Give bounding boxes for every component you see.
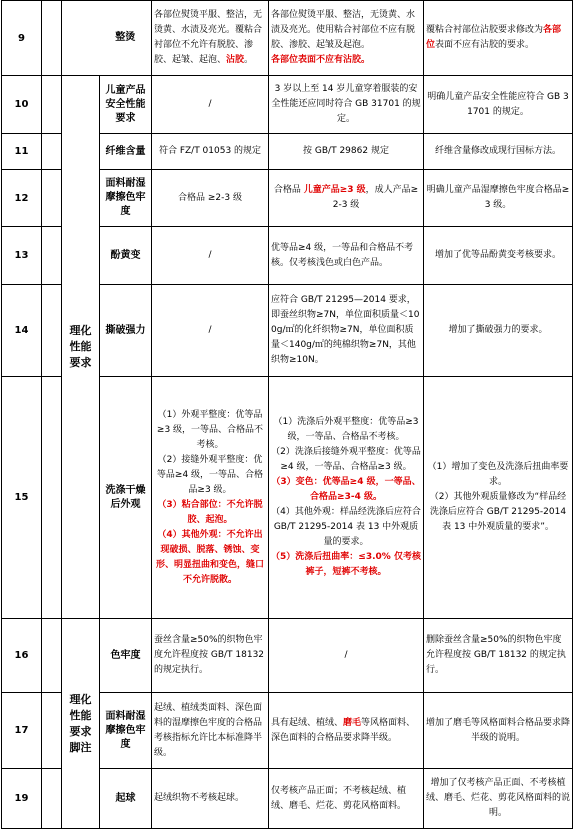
item-name: 酚黄变 bbox=[100, 227, 152, 285]
new-requirement: / bbox=[269, 619, 424, 693]
old-requirement: / bbox=[152, 76, 269, 134]
item-name: 儿童产品安全性能要求 bbox=[100, 76, 152, 134]
item-name: 纤维含量 bbox=[100, 134, 152, 170]
new-requirement: 按 GB/T 29862 规定 bbox=[269, 134, 424, 170]
change-note: 明确儿童产品安全性能应符合 GB 31701 的规定。 bbox=[424, 76, 573, 134]
table-row bbox=[2, 1, 573, 76]
row-number: 19 bbox=[2, 769, 42, 829]
row-number: 9 bbox=[2, 1, 42, 76]
blank-cell bbox=[42, 619, 62, 693]
new-requirement: 各部位熨烫平服、整洁，无烫黄、水渍及亮光。使用粘合衬部位不应有脱胶、渗胶、起皱及起泡。 各部位表面不应有沾胶。 bbox=[269, 1, 424, 76]
old-requirement: / bbox=[152, 227, 269, 285]
change-note: 增加了仅考核产品正面、不考核植绒、磨毛、烂花、剪花风格面料的说明。 bbox=[424, 769, 573, 829]
old-requirement: 合格品 ≥2-3 级 bbox=[152, 170, 269, 227]
new-requirement: 3 岁以上至 14 岁儿童穿着服装的安全性能还应同时符合 GB 31701 的规定。 bbox=[269, 76, 424, 134]
blank-cell bbox=[42, 285, 62, 377]
old-requirement: 符合 FZ/T 01053 的规定 bbox=[152, 134, 269, 170]
new-requirement: （1）洗涤后外观平整度：优等品≥3 级，一等品、合格品不考核。 （2）洗涤后接缝外观平整度：优等品≥4 级，一等品、合格品≥3 级。 （3）变色：优等品≥4 级，一等品、合格品≥3-4 级。 （4）其他外观：样品经洗涤后应符合 GB/T 21295-2014 表 13 中外观质量的要求。 （5）洗涤后扭曲率：≤3.0% 仅考核裤子，短裤不考核。 bbox=[269, 377, 424, 619]
old-requirement: （1）外观平整度：优等品≥3 级，一等品、合格品不考核。 （2）接缝外观平整度：优等品≥4 级，一等品、合格品≥3 级。 （3）粘合部位：不允许脱胶、起泡。 （4）其他外观：不允许出现破损、脱落、锈蚀、变形、明显扭曲和变色，缝口不允许脱散。 bbox=[152, 377, 269, 619]
blank-cell bbox=[42, 693, 62, 769]
item-name: 撕破强力 bbox=[100, 285, 152, 377]
old-requirement: 起绒织物不考核起球。 bbox=[152, 769, 269, 829]
change-note: 明确儿童产品湿摩擦色牢度合格品≥3 级。 bbox=[424, 170, 573, 227]
new-requirement: 应符合 GB/T 21295—2014 要求，即蚕丝织物≥7N，单位面积质量＜100g/㎡的化纤织物≥7N，单位面积质量＜140g/㎡的纯棉织物≥7N，其他织物≥10N。 bbox=[269, 285, 424, 377]
blank-cell bbox=[42, 769, 62, 829]
change-note: 删除蚕丝含量≥50%的织物色牢度允许程度按 GB/T 18132 的规定执行。 bbox=[424, 619, 573, 693]
table-row bbox=[2, 619, 573, 693]
blank-cell bbox=[42, 134, 62, 170]
item-name: 面料耐湿摩擦色牢度 bbox=[100, 693, 152, 769]
item-name: 洗涤干燥后外观 bbox=[100, 377, 152, 619]
change-note: （1）增加了变色及洗涤后扭曲率要求。 （2）其他外观质量修改为“样品经洗涤后应符合 GB/T 21295-2014 表 13 中外观质量的要求”。 bbox=[424, 377, 573, 619]
new-requirement: 仅考核产品正面；不考核起绒、植绒、磨毛、烂花、剪花风格面料。 bbox=[269, 769, 424, 829]
blank-cell bbox=[42, 377, 62, 619]
old-requirement: 蚕丝含量≥50%的织物色牢度允许程度按 GB/T 18132 的规定执行。 bbox=[152, 619, 269, 693]
blank-cell bbox=[42, 170, 62, 227]
row-number: 15 bbox=[2, 377, 42, 619]
row-number: 14 bbox=[2, 285, 42, 377]
table-row bbox=[2, 76, 573, 134]
category-label: 理化性能要求 bbox=[62, 76, 100, 619]
change-note: 增加了磨毛等风格面料合格品要求降半级的说明。 bbox=[424, 693, 573, 769]
row-number: 10 bbox=[2, 76, 42, 134]
new-requirement: 具有起绒、植绒、磨毛等风格面料、深色面料的合格品要求降半级。 bbox=[269, 693, 424, 769]
old-requirement: 起绒、植绒类面料、深色面料的湿摩擦色牢度的合格品考核指标允许比本标准降半级。 bbox=[152, 693, 269, 769]
change-note: 增加了撕破强力的要求。 bbox=[424, 285, 573, 377]
row-number: 11 bbox=[2, 134, 42, 170]
category-label: 理化性能要求脚注 bbox=[62, 619, 100, 829]
row-number: 12 bbox=[2, 170, 42, 227]
change-note: 纤维含量修改成现行国标方法。 bbox=[424, 134, 573, 170]
blank-cell bbox=[42, 227, 62, 285]
new-requirement: 优等品≥4 级，一等品和合格品不考核。仅考核浅色或白色产品。 bbox=[269, 227, 424, 285]
old-requirement: 各部位熨烫平服、整洁，无烫黄、水渍及亮光。覆粘合衬部位不允许有脱胶、渗胶、起皱、起泡、沾胶。 bbox=[152, 1, 269, 76]
blank-cell bbox=[62, 1, 100, 76]
row-number: 16 bbox=[2, 619, 42, 693]
item-name: 面料耐湿摩擦色牢度 bbox=[100, 170, 152, 227]
blank-cell bbox=[42, 76, 62, 134]
standard-comparison-table bbox=[1, 0, 573, 829]
row-number: 17 bbox=[2, 693, 42, 769]
row-number: 13 bbox=[2, 227, 42, 285]
item-name: 整烫 bbox=[100, 1, 152, 76]
old-requirement: / bbox=[152, 285, 269, 377]
item-name: 色牢度 bbox=[100, 619, 152, 693]
blank-cell bbox=[42, 1, 62, 76]
new-requirement: 合格品 儿童产品≥3 级，成人产品≥2-3 级 bbox=[269, 170, 424, 227]
change-note: 增加了优等品酚黄变考核要求。 bbox=[424, 227, 573, 285]
change-note: 覆粘合衬部位沾胶要求修改为各部位表面不应有沾胶的要求。 bbox=[424, 1, 573, 76]
item-name: 起球 bbox=[100, 769, 152, 829]
